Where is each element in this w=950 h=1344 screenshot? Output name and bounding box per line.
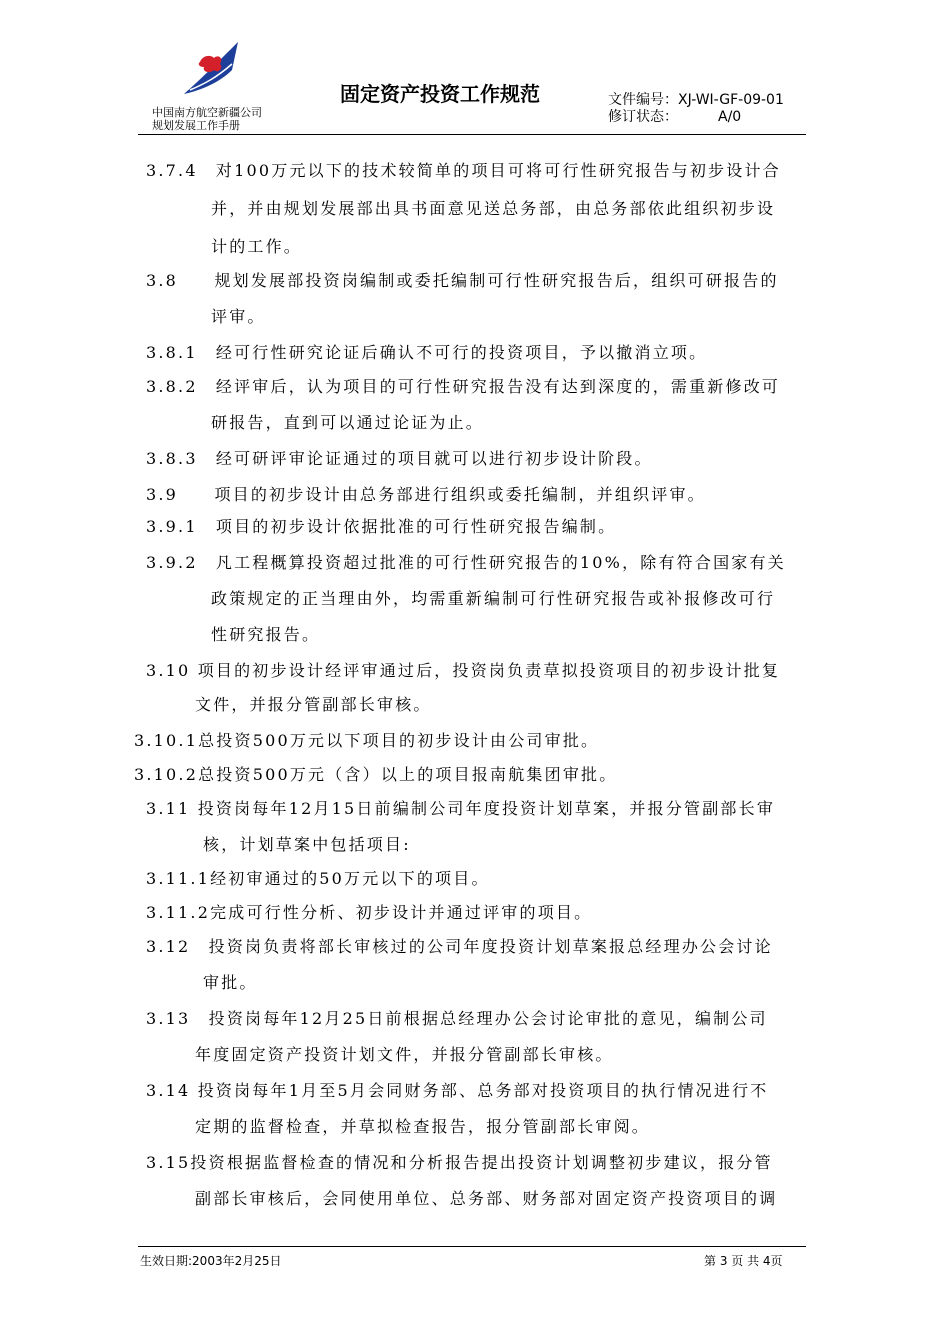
body-line: 3.14 投资岗每年1月至5月会同财务部、总务部对投资项目的执行情况进行不	[146, 1081, 769, 1100]
effective-date: 生效日期:2003年2月25日	[140, 1254, 282, 1268]
document-meta	[608, 92, 784, 126]
body-line: 3.10.1总投资500万元以下项目的初步设计由公司审批。	[134, 731, 600, 750]
body-line: 3.9.1 项目的初步设计依据批准的可行性研究报告编制。	[146, 517, 617, 536]
body-line: 3.11.1经初审通过的50万元以下的项目。	[146, 869, 490, 888]
body-line: 年度固定资产投资计划文件，并报分管副部长审核。	[195, 1045, 614, 1064]
company-logo-icon	[180, 40, 240, 100]
body-line: 3.10 项目的初步设计经评审通过后，投资岗负责草拟投资项目的初步设计批复	[146, 661, 781, 680]
body-line: 研报告，直到可以通过论证为止。	[211, 413, 485, 432]
body-line: 3.10.2总投资500万元（含）以上的项目报南航集团审批。	[134, 765, 618, 784]
body-line: 3.8.1 经可行性研究论证后确认不可行的投资项目，予以撤消立项。	[146, 343, 708, 362]
footer-divider	[138, 1246, 806, 1247]
body-line: 并，并由规划发展部出具书面意见送总务部，由总务部依此组织初步设	[211, 199, 776, 218]
company-name	[152, 106, 262, 132]
header-divider	[138, 134, 806, 135]
body-line: 3.11 投资岗每年12月15日前编制公司年度投资计划草案，并报分管副部长审	[146, 799, 776, 818]
body-line: 3.8.3 经可研评审论证通过的项目就可以进行初步设计阶段。	[146, 449, 653, 468]
document-number: 文件编号：XJ-WI-GF-09-01	[608, 92, 784, 108]
body-line: 性研究报告。	[211, 625, 321, 644]
body-line: 核，计划草案中包括项目:	[203, 835, 411, 854]
body-line: 3.11.2完成可行性分析、初步设计并通过评审的项目。	[146, 903, 593, 922]
body-line: 3.9 项目的初步设计由总务部进行组织或委托编制，并组织评审。	[146, 485, 706, 504]
revision-value: A/0	[718, 109, 742, 125]
body-line: 3.13 投资岗每年12月25日前根据总经理办公会讨论审批的意见，编制公司	[146, 1009, 768, 1028]
body-line: 计的工作。	[211, 237, 303, 256]
body-line: 3.15投资根据监督检查的情况和分析报告提出投资计划调整初步建议，报分管	[146, 1153, 773, 1172]
body-line: 定期的监督检查，并草拟检查报告，报分管副部长审阅。	[195, 1117, 651, 1136]
document-title: 固定资产投资工作规范	[340, 82, 540, 106]
body-line: 副部长审核后，会同使用单位、总务部、财务部对固定资产投资项目的调	[195, 1189, 778, 1208]
revision-status	[608, 109, 784, 126]
body-line: 审批。	[203, 973, 258, 992]
body-line: 3.8 规划发展部投资岗编制或委托编制可行性研究报告后，组织可研报告的	[146, 271, 779, 290]
page-number: 第 3 页 共 4页	[704, 1254, 783, 1268]
company-name-line2: 规划发展工作手册	[152, 119, 240, 132]
body-line: 3.12 投资岗负责将部长审核过的公司年度投资计划草案报总经理办公会讨论	[146, 937, 773, 956]
body-line: 3.7.4 对100万元以下的技术较简单的项目可将可行性研究报告与初步设计合	[146, 161, 781, 180]
revision-label: 修订状态：	[608, 109, 678, 125]
body-line: 政策规定的正当理由外，均需重新编制可行性研究报告或补报修改可行	[211, 589, 776, 608]
body-line: 文件，并报分管副部长审核。	[195, 695, 432, 714]
body-line: 3.8.2 经评审后，认为项目的可行性研究报告没有达到深度的，需重新修改可	[146, 377, 781, 396]
body-line: 3.9.2 凡工程概算投资超过批准的可行性研究报告的10%，除有符合国家有关	[146, 553, 786, 572]
company-name-line1: 中国南方航空新疆公司	[152, 106, 262, 119]
body-line: 评审。	[211, 307, 266, 326]
